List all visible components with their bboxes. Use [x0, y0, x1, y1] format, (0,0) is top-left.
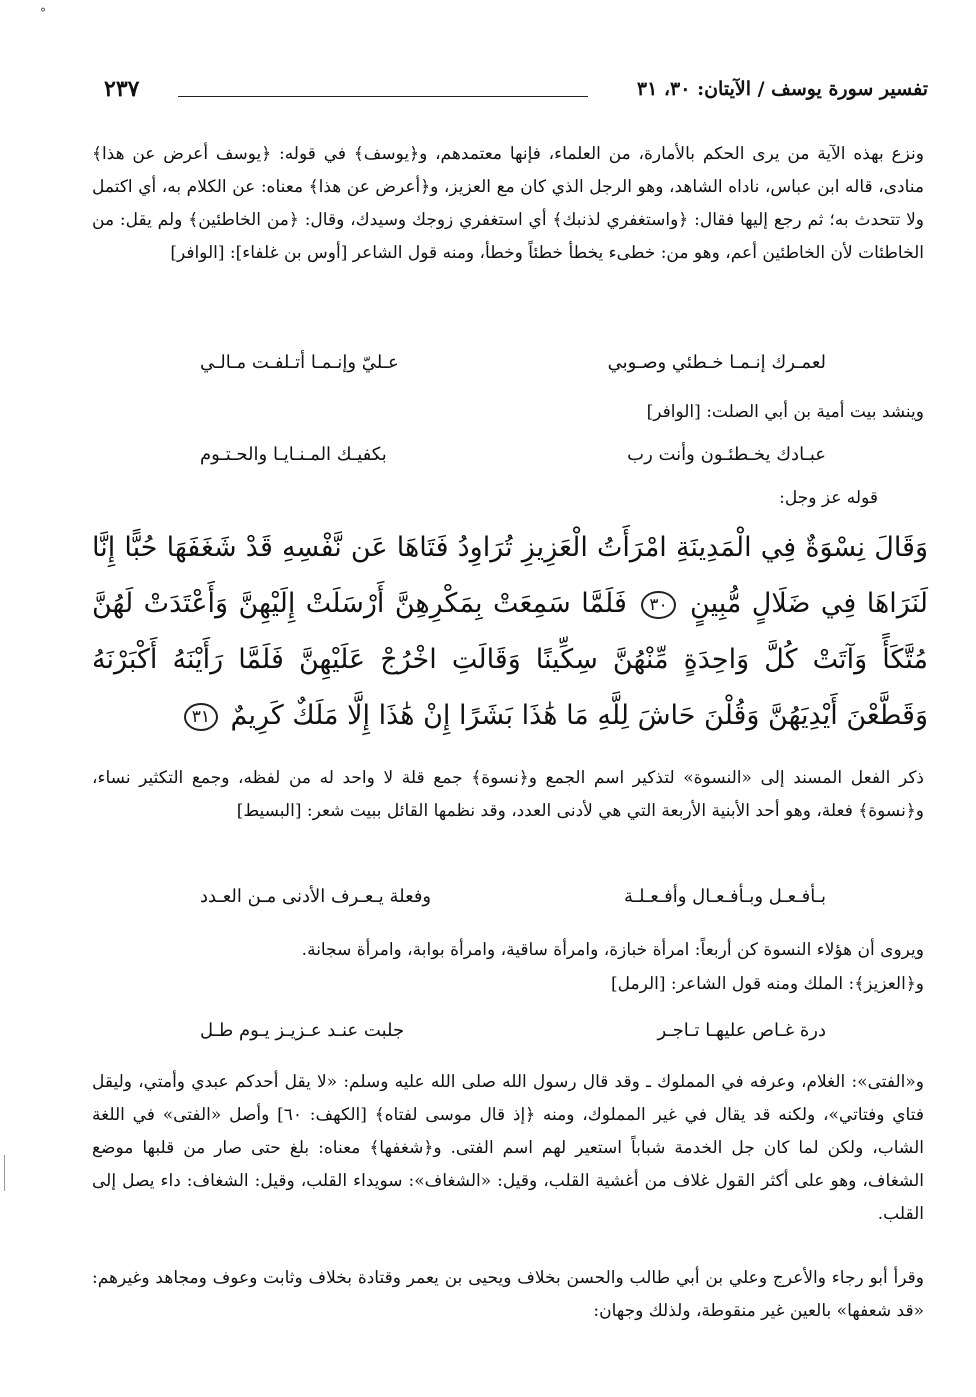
paragraph-readings: وقرأ أبو رجاء والأعرج وعلي بن أبي طالب والحسن بخلاف ويحيى بن يعمر وقتادة بخلاف وثابت وعوف ومجاهد وغيرهم: «قد شعفها» بالعين غير منقوطة، ولذلك وجهان:	[92, 1268, 924, 1321]
poetry-verse-plurals	[200, 886, 826, 920]
paragraph-fata-shaghaf: و«الفتى»: الغلام، وعرفه في المملوك ـ وقد قال رسول الله صلى الله عليه وسلم: «لا يقل أحدكم عبدي وأمتي، وليقل فتاي وفتاتي»، ولكنه قد يقال في غير المملوك، ومنه ﴿إذ قال موسى لفتاه﴾ [الكهف: ٦٠] وأصل «الفتى» في اللغة الشاب، ولكن لما كان جل الخدمة شباباً استعير لهم اسم الفتى. و﴿شغفها﴾ معناه: بلغ حتى صار من قلبها موضع الشغاف، وهو على أكثر القول غلاف من أغشية القلب، وقيل: «الشغاف»: سويداء القلب، وقيل: الشغاف: داء يصل إلى القلب.	[92, 1072, 924, 1224]
margin-scan-line	[4, 1155, 5, 1191]
quran-intro: قوله عز وجل:	[779, 488, 878, 508]
verse-hemistich-first: عبـادك يخـطئـون وأنت رب	[627, 444, 826, 465]
scan-mark: °	[40, 6, 46, 20]
verse-hemistich-second: وفعلة يـعـرف الأدنى مـن العـدد	[200, 886, 432, 907]
verse-hemistich-first: بـأفـعـل وبـأفـعـال وأفـعـلـة	[624, 886, 826, 907]
verse-hemistich-first: درة غـاص عليهـا تـاجـر	[657, 1020, 826, 1041]
poetry-verse-aziz	[200, 1020, 826, 1054]
quran-passage	[92, 520, 928, 744]
header-rule	[178, 96, 588, 97]
ayah-number-30: ٣٠	[641, 591, 675, 619]
paragraph-four-women: ويروى أن هؤلاء النسوة كن أربعاً: امرأة خبازة، وامرأة ساقية، وامرأة بوابة، وامرأة سجانة.	[301, 940, 924, 960]
running-title: تفسير سورة يوسف / الآيتان: ٣٠، ٣١	[636, 78, 928, 100]
poetry-verse-aws	[200, 352, 826, 386]
page-number: ٢٣٧	[104, 76, 140, 102]
paragraph-yusuf-commentary: ونزع بهذه الآية من يرى الحكم بالأمارة، من العلماء، فإنها معتمدهم، و﴿يوسف﴾ في قوله: ﴿يوسف أعرض عن هذا﴾ منادى، قاله ابن عباس، ناداه الشاهد، وهو الرجل الذي كان مع العزيز، و﴿أعرض عن هذا﴾ معناه: عن الكلام به، أي اكتمل ولا تتحدث به؛ ثم رجع إليها فقال: ﴿واستغفري لذنبك﴾ أي استغفري زوجك وسيدك، وقال: ﴿من الخاطئين﴾ ولم يقل: من الخاطئات لأن الخاطئين أعم، وهو من: خطىء يخطأ خطئاً وخطأ، ومنه قول الشاعر [أوس بن غلفاء]: [الوافر]	[92, 144, 924, 263]
verse-hemistich-first: لعمـرك إنـمـا خـطئي وصـوبي	[607, 352, 826, 373]
verse-hemistich-second: جلبت عنـد عـزيـز يـوم طـل	[200, 1020, 405, 1041]
paragraph-umayya-intro: وينشد بيت أمية بن أبي الصلت: [الوافر]	[646, 402, 924, 422]
quran-ayah-30-text: وَقَالَ نِسْوَةٌ فِي الْمَدِينَةِ امْرَأَتُ الْعَزِيزِ تُرَاوِدُ فَتَاهَا عَن نَّفْسِهِ قَدْ شَغَفَهَا حُبًّا إِنَّا لَنَرَاهَا فِي ضَلَالٍ مُّبِينٍ	[92, 532, 928, 619]
paragraph-niswa-grammar: ذكر الفعل المسند إلى «النسوة» لتذكير اسم الجمع و﴿نسوة﴾ جمع قلة لا واحد له من لفظه، وجمع التكثير نساء، و﴿نسوة﴾ فعلة، وهو أحد الأبنية الأربعة التي هي لأدنى العدد، وقد نظمها القائل ببيت شعر: [البسيط]	[92, 768, 924, 821]
verse-hemistich-second: عـليّ وإنـمـا أتـلفـت مـالـي	[200, 352, 399, 373]
ayah-number-31: ٣١	[184, 703, 218, 731]
page-header	[104, 78, 928, 108]
poetry-verse-umayya	[200, 444, 826, 478]
verse-hemistich-second: بكفيـك المـنـايـا والحـتـوم	[200, 444, 387, 465]
quran-ayah-31-text: فَلَمَّا سَمِعَتْ بِمَكْرِهِنَّ أَرْسَلَتْ إِلَيْهِنَّ وَأَعْتَدَتْ لَهُنَّ مُتَّكَأً وَآتَتْ كُلَّ وَاحِدَةٍ مِّنْهُنَّ سِكِّينًا وَقَالَتِ اخْرُجْ عَلَيْهِنَّ فَلَمَّا رَأَيْنَهُ أَكْبَرْنَهُ وَقَطَّعْنَ أَيْدِيَهُنَّ وَقُلْنَ حَاشَ لِلَّهِ مَا هَٰذَا بَشَرًا إِنْ هَٰذَا إِلَّا مَلَكٌ كَرِيمٌ	[92, 588, 928, 731]
paragraph-aziz: و﴿العزيز﴾: الملك ومنه قول الشاعر: [الرمل]	[610, 974, 924, 994]
